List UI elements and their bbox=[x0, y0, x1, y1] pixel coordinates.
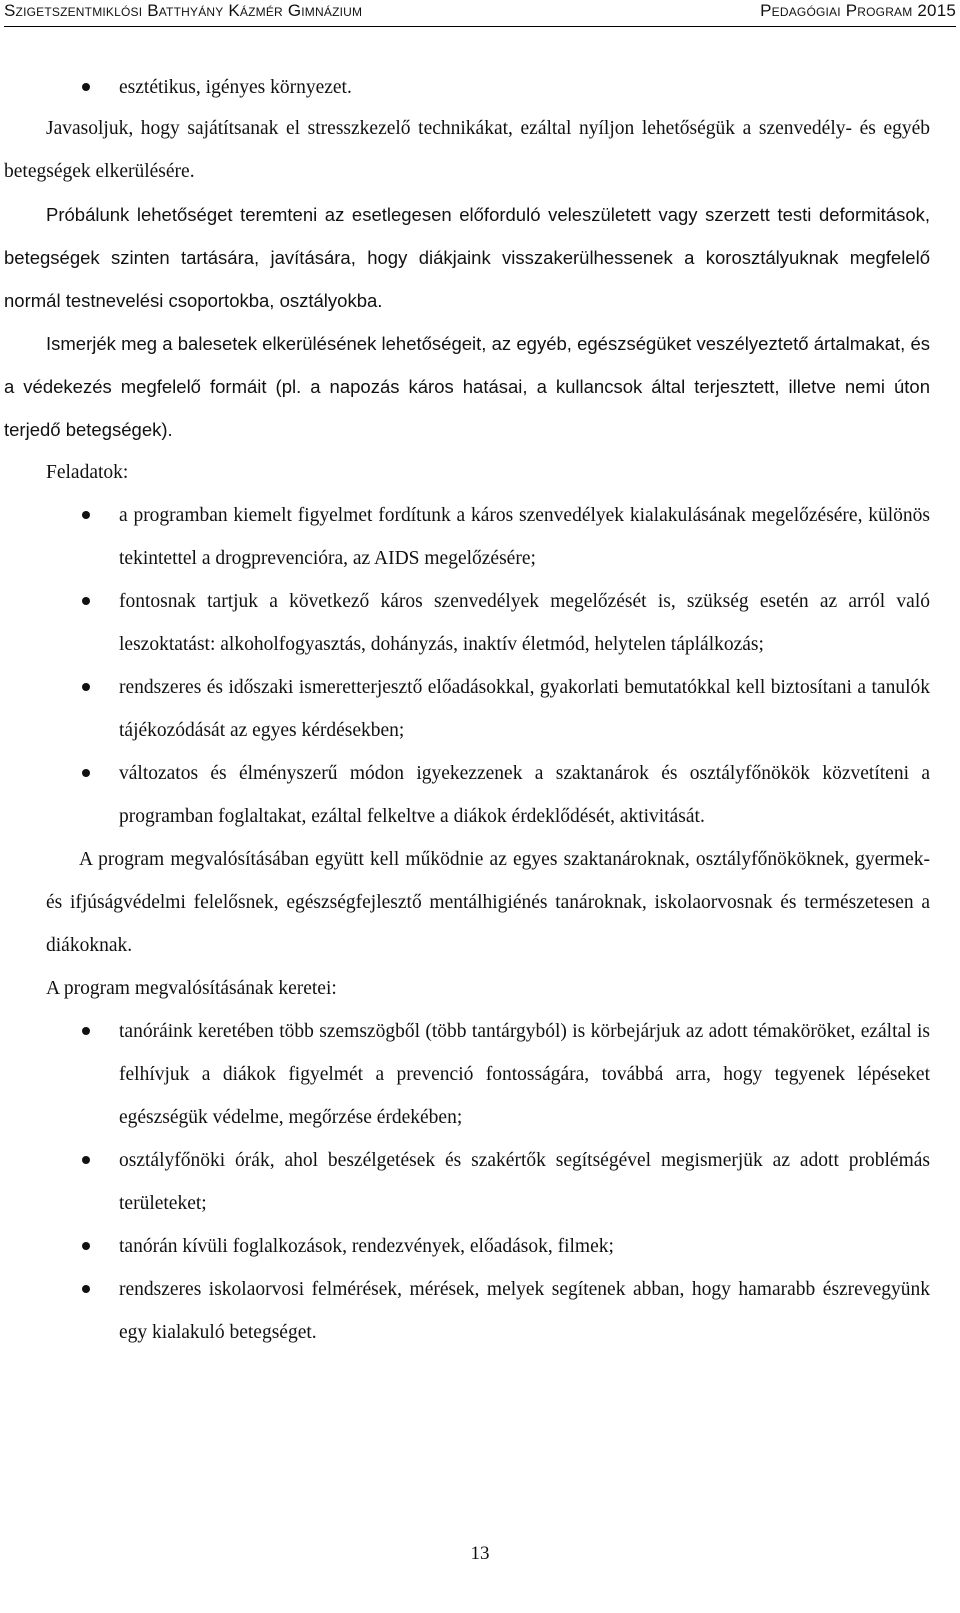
framework-list bbox=[4, 1010, 930, 1354]
bullet-icon bbox=[82, 1285, 90, 1293]
list-item: tanórán kívüli foglalkozások, rendezvények, előadások, filmek; bbox=[119, 1225, 930, 1268]
bullet-icon bbox=[82, 597, 90, 605]
paragraph-accidents: Ismerjék meg a balesetek elkerülésének lehetőségeit, az egyéb, egészségüket veszélyeztető ártalmakat, és a védekezés megfelelő formáit (pl. a napozás káros hatásai, a kullancsok által terjesztett, illetve nemi úton terjedő betegségek). bbox=[4, 333, 930, 440]
list-item: rendszeres és időszaki ismeretterjesztő előadásokkal, gyakorlati bemutatókkal kell biztosítani a tanulók tájékozódását az egyes kérdésekben; bbox=[119, 666, 930, 752]
paragraph-deformity: Próbálunk lehetőséget teremteni az esetlegesen előforduló veleszületett vagy szerzett testi deformitások, betegségek szinten tartására, javítására, hogy diákjaink visszakerülhessenek a korosztályuknak megfelelő normál testnevelési csoportokba, osztályokba. bbox=[4, 204, 930, 311]
list-item: rendszeres iskolaorvosi felmérések, mérések, melyek segítenek abban, hogy hamarabb észrevegyünk egy kialakuló betegséget. bbox=[119, 1268, 930, 1354]
label-keretek: A program megvalósításának keretei: bbox=[46, 978, 337, 999]
bullet-list-top bbox=[4, 66, 930, 109]
label-feladatok: Feladatok: bbox=[46, 462, 129, 483]
list-item: változatos és élményszerű módon igyekezzenek a szaktanárok és osztályfőnökök közvetíteni a programban foglaltakat, ezáltal felkeltve a diákok érdeklődését, aktivitását. bbox=[119, 752, 930, 838]
bullet-icon bbox=[82, 683, 90, 691]
document-body bbox=[4, 66, 930, 1354]
page-number: 13 bbox=[470, 1543, 490, 1564]
bullet-icon bbox=[82, 1242, 90, 1250]
header-program: Pedagógiai Program 2015 bbox=[760, 1, 956, 20]
paragraph-stress: Javasoljuk, hogy sajátítsanak el stresszkezelő technikákat, ezáltal nyíljon lehetőségük a szenvedély- és egyéb betegségek elkerülésére. bbox=[4, 118, 930, 182]
bullet-icon bbox=[82, 1027, 90, 1035]
list-item: tanóráink keretében több szemszögből (több tantárgyból) is körbejárjuk az adott témaköröket, ezáltal is felhívjuk a diákok figyelmét a prevenció fontosságára, továbbá arra, hogy tegyenek lépéseket egészségük védelme, megőrzése érdekében; bbox=[119, 1010, 930, 1139]
page-header bbox=[4, 0, 956, 27]
list-item: fontosnak tartjuk a következő káros szenvedélyek megelőzését is, szükség esetén az arról való leszoktatást: alkoholfogyasztás, dohányzás, inaktív életmód, helytelen táplálkozás; bbox=[119, 580, 930, 666]
bullet-icon bbox=[82, 511, 90, 519]
paragraph-cooperation: A program megvalósításában együtt kell működnie az egyes szaktanároknak, osztályfőnököknek, gyermek- és ifjúságvédelmi felelősnek, egészségfejlesztő mentálhigiénés tanároknak, iskolaorvosnak és természetesen a diákoknak. bbox=[46, 849, 930, 956]
bullet-icon bbox=[82, 769, 90, 777]
list-item: a programban kiemelt figyelmet fordítunk a káros szenvedélyek kialakulásának megelőzésére, különös tekintettel a drogprevencióra, az AIDS megelőzésére; bbox=[119, 494, 930, 580]
header-school: Szigetszentmiklósi Batthyány Kázmér Gimnázium bbox=[4, 1, 363, 20]
bullet-icon bbox=[82, 83, 90, 91]
task-list bbox=[4, 494, 930, 838]
list-item: osztályfőnöki órák, ahol beszélgetések és szakértők segítségével megismerjük az adott problémás területeket; bbox=[119, 1139, 930, 1225]
list-item: esztétikus, igényes környezet. bbox=[119, 66, 930, 109]
bullet-icon bbox=[82, 1156, 90, 1164]
